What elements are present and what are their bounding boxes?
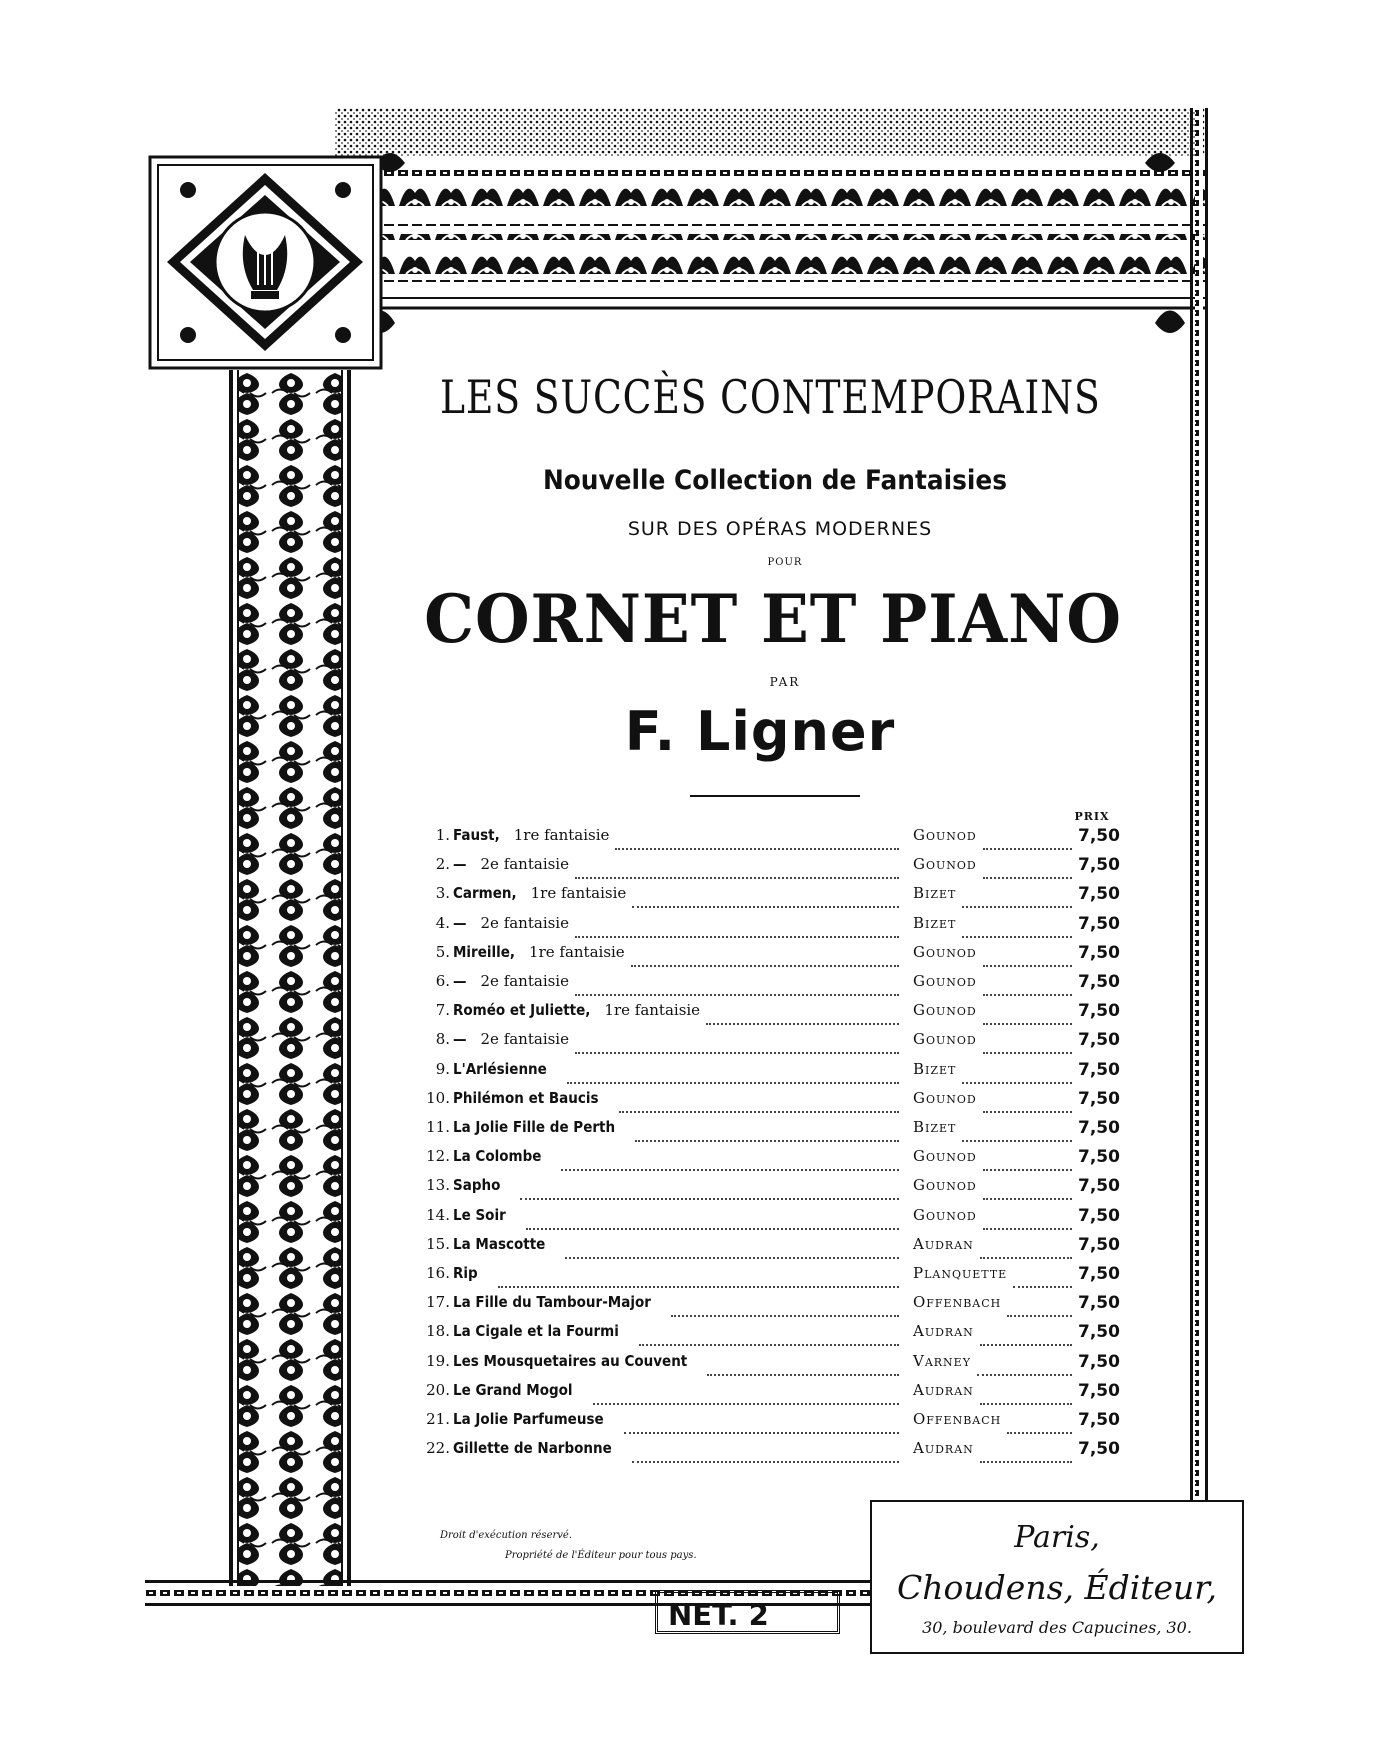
opera-title: Sapho: [453, 1176, 501, 1195]
par-label: PAR: [769, 675, 801, 689]
leader-dots: [619, 1089, 899, 1113]
catalog-row: [400, 1352, 1160, 1380]
fantaisie-label: 1re fantaisie: [513, 826, 610, 844]
leader-dots: [575, 855, 899, 879]
composer-name: Gounod: [913, 942, 977, 961]
price-value: 7,50: [1078, 1176, 1120, 1197]
row-number: 5.: [435, 942, 450, 961]
composer-name: Gounod: [913, 1001, 977, 1020]
instrument-title: CORNET ET PIANO: [424, 580, 1122, 658]
price-value: 7,50: [1078, 1410, 1120, 1430]
leader-dots: [575, 1030, 899, 1054]
leader-dots: [706, 1001, 899, 1025]
leader-dots: [707, 1352, 899, 1376]
catalog-row: [400, 1293, 1160, 1321]
composer-name: Gounod: [913, 972, 977, 990]
leader-dots: [980, 1381, 1072, 1405]
price-value: 7,50: [1078, 1322, 1120, 1343]
ownership-notice: Propriété de l'Éditeur pour tous pays.: [505, 1550, 697, 1561]
catalog-row: [400, 943, 1160, 971]
catalog-row: [400, 1001, 1160, 1029]
publisher-name: Choudens, Éditeur,: [897, 1568, 1217, 1607]
opera-title: La Jolie Fille de Perth: [453, 1118, 616, 1136]
leader-dots: [983, 1147, 1072, 1171]
leader-dots: [639, 1322, 899, 1346]
opera-title: Carmen,: [453, 884, 517, 903]
catalog-row: [400, 1322, 1160, 1350]
catalog-row: [400, 914, 1160, 942]
composer-name: Gounod: [913, 826, 977, 844]
opera-title: La Jolie Parfumeuse: [453, 1410, 604, 1428]
catalog-row: [400, 1410, 1160, 1438]
row-number: 2.: [435, 855, 450, 874]
row-number: 12.: [426, 1147, 450, 1166]
leader-dots: [983, 1001, 1072, 1025]
price-value: 7,50: [1078, 1205, 1120, 1226]
opera-title: Mireille,: [453, 942, 516, 961]
leader-dots: [575, 914, 899, 938]
leader-dots: [1007, 1410, 1072, 1434]
leader-dots: [983, 1176, 1072, 1200]
opera-title: L'Arlésienne: [453, 1059, 547, 1078]
opera-title: Philémon et Baucis: [453, 1088, 599, 1107]
row-number: 9.: [435, 1059, 450, 1078]
opera-title: Roméo et Juliette,: [453, 1001, 591, 1020]
leader-dots: [980, 1322, 1072, 1346]
opera-title: La Cigale et la Fourmi: [453, 1322, 619, 1341]
composer-name: Varney: [913, 1351, 971, 1370]
opera-title: —: [453, 972, 467, 990]
collection-title: Nouvelle Collection de Fantaisies: [542, 465, 1008, 496]
leader-dots: [593, 1381, 899, 1405]
leader-dots: [615, 826, 899, 850]
leader-dots: [983, 855, 1072, 879]
composer-name: Bizet: [913, 913, 957, 932]
publisher-address: 30, boulevard des Capucines, 30.: [922, 1618, 1192, 1637]
catalog-row: [400, 1060, 1160, 1088]
catalog-row: [400, 1118, 1160, 1146]
catalog-row: [400, 1176, 1160, 1204]
fantaisie-label: 2e fantaisie: [480, 855, 569, 874]
composer-name: Gounod: [913, 1030, 977, 1049]
pour-label: POUR: [767, 557, 803, 568]
left-ornamental-pillar: [225, 370, 355, 1590]
row-number: 8.: [435, 1030, 450, 1049]
opera-title: Le Soir: [453, 1205, 506, 1224]
composer-name: Bizet: [913, 1059, 957, 1078]
price-value: 7,50: [1078, 1059, 1120, 1080]
leader-dots: [962, 914, 1072, 938]
row-number: 21.: [426, 1410, 450, 1428]
leader-dots: [624, 1410, 899, 1434]
opera-title: Les Mousquetaires au Couvent: [453, 1351, 688, 1370]
catalog-row: [400, 1381, 1160, 1409]
opera-title: La Fille du Tambour-Major: [453, 1293, 651, 1312]
leader-dots: [983, 972, 1072, 996]
leader-dots: [671, 1293, 899, 1317]
row-number: 11.: [426, 1118, 450, 1136]
catalog-row: [400, 1089, 1160, 1117]
row-number: 3.: [435, 884, 450, 903]
fantaisie-label: 2e fantaisie: [480, 972, 569, 990]
catalog-row: [400, 1147, 1160, 1175]
leader-dots: [635, 1118, 899, 1142]
composer-name: Audran: [913, 1439, 974, 1458]
opera-title: —: [453, 1030, 467, 1049]
row-number: 7.: [435, 1001, 450, 1020]
row-number: 14.: [426, 1205, 450, 1224]
price-value: 7,50: [1078, 1118, 1120, 1138]
leader-dots: [1007, 1293, 1072, 1317]
leader-dots: [962, 1118, 1072, 1142]
row-number: 22.: [426, 1439, 450, 1458]
composer-name: Audran: [913, 1322, 974, 1341]
opera-title: La Colombe: [453, 1147, 542, 1166]
opera-title: Gillette de Narbonne: [453, 1439, 612, 1458]
composer-name: Gounod: [913, 855, 977, 874]
opera-title: Le Grand Mogol: [453, 1380, 573, 1399]
composer-name: Bizet: [913, 1118, 957, 1136]
row-number: 13.: [426, 1176, 450, 1195]
publisher-box: [870, 1500, 1244, 1654]
composer-name: Offenbach: [913, 1293, 1002, 1312]
price-value: 7,50: [1078, 1351, 1120, 1372]
fantaisie-label: 2e fantaisie: [480, 1030, 569, 1049]
leader-dots: [983, 1030, 1072, 1054]
row-number: 1.: [435, 826, 450, 844]
fantaisie-label: 1re fantaisie: [604, 1001, 701, 1020]
price-value: 7,50: [1078, 1234, 1120, 1255]
catalog-row: [400, 855, 1160, 883]
fantaisie-label: 1re fantaisie: [529, 942, 625, 961]
price-value: 7,50: [1078, 1264, 1120, 1284]
row-number: 19.: [426, 1351, 450, 1370]
leader-dots: [962, 1060, 1072, 1084]
catalog-row: [400, 1206, 1160, 1234]
leader-dots: [632, 1439, 899, 1463]
leader-dots: [567, 1060, 899, 1084]
row-number: 16.: [426, 1264, 450, 1282]
fantaisie-label: 2e fantaisie: [480, 913, 569, 932]
price-value: 7,50: [1078, 1380, 1120, 1401]
price-value: 7,50: [1078, 884, 1120, 905]
price-value: 7,50: [1078, 855, 1120, 876]
opera-title: —: [453, 913, 467, 932]
composer-name: Audran: [913, 1380, 974, 1399]
catalog-row: [400, 1439, 1160, 1467]
leader-dots: [983, 943, 1072, 967]
title-rule: [690, 795, 860, 797]
price-value: 7,50: [1078, 913, 1120, 934]
opera-title: La Mascotte: [453, 1234, 546, 1253]
opera-title: Rip: [453, 1264, 478, 1282]
leader-dots: [983, 1206, 1072, 1230]
row-number: 17.: [426, 1293, 450, 1312]
price-value: 7,50: [1078, 1001, 1120, 1022]
row-number: 18.: [426, 1322, 450, 1341]
leader-dots: [565, 1235, 899, 1259]
composer-name: Planquette: [913, 1264, 1008, 1282]
lyre-emblem-icon: [148, 155, 383, 370]
catalog-row: [400, 1235, 1160, 1263]
leader-dots: [962, 884, 1072, 908]
catalog-row: [400, 884, 1160, 912]
net-price-stamp: NET. 2: [655, 1590, 840, 1634]
leader-dots: [631, 943, 899, 967]
row-number: 6.: [435, 972, 450, 990]
leader-dots: [1013, 1264, 1072, 1288]
price-header: PRIX: [1074, 810, 1110, 823]
leader-dots: [561, 1147, 899, 1171]
performance-rights: Droit d'exécution réservé.: [440, 1530, 573, 1541]
leader-dots: [520, 1176, 899, 1200]
price-value: 7,50: [1078, 942, 1120, 963]
row-number: 4.: [435, 913, 450, 932]
series-title: LES SUCCÈS CONTEMPORAINS: [440, 370, 1101, 424]
price-value: 7,50: [1078, 1030, 1120, 1051]
leader-dots: [632, 884, 899, 908]
leader-dots: [980, 1235, 1072, 1259]
composer-name: Gounod: [913, 1147, 977, 1166]
fantaisie-label: 1re fantaisie: [530, 884, 627, 903]
opera-title: —: [453, 855, 467, 874]
price-value: 7,50: [1078, 1147, 1120, 1168]
row-number: 10.: [426, 1088, 450, 1107]
catalog-row: [400, 1264, 1160, 1292]
price-value: 7,50: [1078, 826, 1120, 846]
row-number: 15.: [426, 1234, 450, 1253]
composer-name: Gounod: [913, 1088, 977, 1107]
catalog-row: [400, 972, 1160, 1000]
price-value: 7,50: [1078, 1293, 1120, 1314]
leader-dots: [980, 1439, 1072, 1463]
price-value: 7,50: [1078, 972, 1120, 992]
leader-dots: [498, 1264, 899, 1288]
composer-name: Bizet: [913, 884, 957, 903]
price-value: 7,50: [1078, 1088, 1120, 1109]
leader-dots: [983, 1089, 1072, 1113]
composer-name: Offenbach: [913, 1410, 1002, 1428]
catalog-row: [400, 826, 1160, 854]
price-value: 7,50: [1078, 1439, 1120, 1460]
arranger-name: F. Ligner: [624, 700, 896, 763]
composer-name: Gounod: [913, 1176, 977, 1195]
composer-name: Audran: [913, 1234, 974, 1253]
composer-name: Gounod: [913, 1205, 977, 1224]
leader-dots: [526, 1206, 899, 1230]
leader-dots: [983, 826, 1072, 850]
right-ornamental-border: [1188, 108, 1210, 1548]
catalog-row: [400, 1030, 1160, 1058]
row-number: 20.: [426, 1380, 450, 1399]
opera-title: Faust,: [453, 826, 500, 844]
publisher-city: Paris,: [1014, 1520, 1100, 1555]
operas-subtitle: SUR DES OPÉRAS MODERNES: [627, 518, 933, 540]
leader-dots: [575, 972, 899, 996]
leader-dots: [977, 1352, 1072, 1376]
